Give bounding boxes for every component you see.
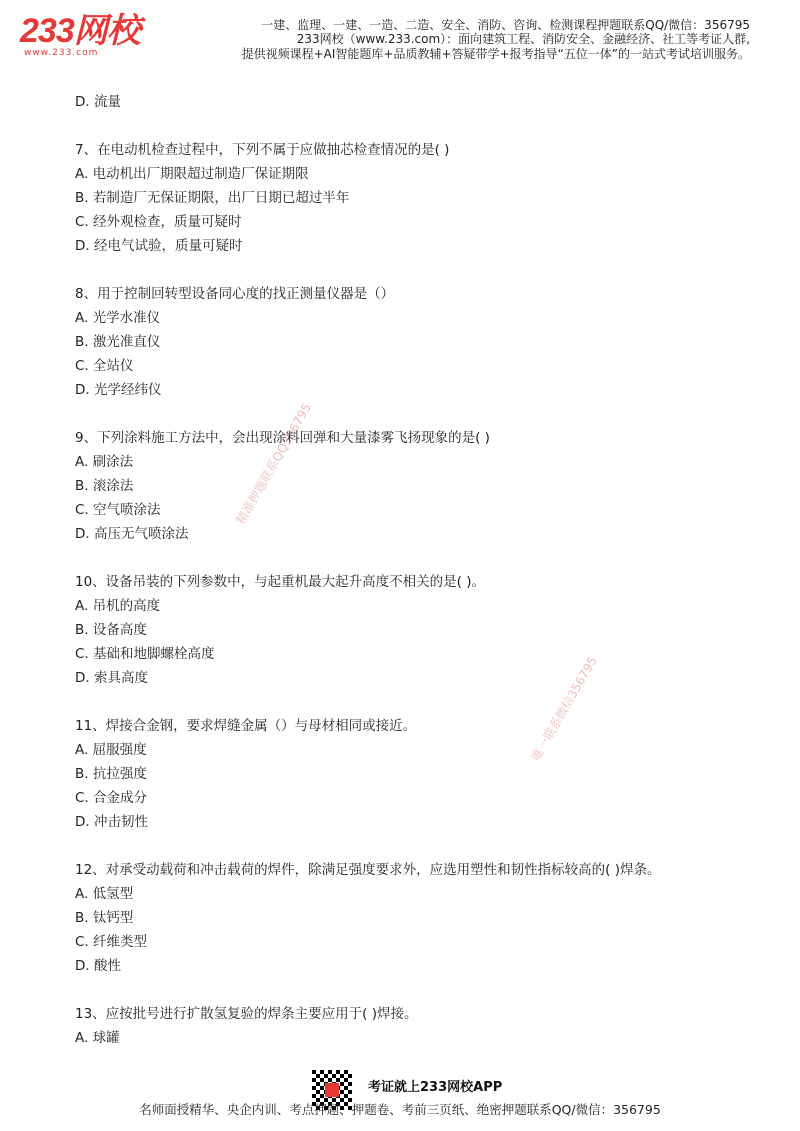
logo-url: www.233.com bbox=[24, 48, 99, 58]
question-stem: 10、设备吊装的下列参数中，与起重机最大起升高度不相关的是( )。 bbox=[75, 574, 486, 590]
question-12 bbox=[75, 858, 735, 978]
qr-logo-icon bbox=[325, 1083, 339, 1097]
option-c: C. 空气喷涂法 bbox=[75, 502, 161, 518]
question-7 bbox=[75, 138, 735, 258]
option-c: C. 经外观检查，质量可疑时 bbox=[75, 214, 242, 230]
option-b: B. 设备高度 bbox=[75, 622, 147, 638]
option-d: D. 流量 bbox=[75, 94, 121, 110]
option-a: A. 光学水准仪 bbox=[75, 310, 161, 326]
question-stem: 9、下列涂料施工方法中，会出现涂料回弹和大量漆雾飞扬现象的是( ) bbox=[75, 430, 490, 446]
option-d: D. 索具高度 bbox=[75, 670, 148, 686]
option-b: B. 滚涂法 bbox=[75, 478, 134, 494]
option-a: A. 低氢型 bbox=[75, 886, 134, 902]
question-stem: 7、在电动机检查过程中，下列不属于应做抽芯检查情况的是( ) bbox=[75, 142, 450, 158]
footer-app-promo: 考证就上233网校APP bbox=[368, 1080, 503, 1095]
page-header bbox=[0, 0, 800, 70]
watermark-wechat: 唯一联系微信356795 bbox=[528, 654, 600, 764]
option-d: D. 冲击韧性 bbox=[75, 814, 148, 830]
question-9 bbox=[75, 426, 735, 546]
option-b: B. 若制造厂无保证期限，出厂日期已超过半年 bbox=[75, 190, 350, 206]
option-d: D. 光学经纬仪 bbox=[75, 382, 162, 398]
option-c: C. 全站仪 bbox=[75, 358, 134, 374]
option-b: B. 抗拉强度 bbox=[75, 766, 147, 782]
header-intro-line: 233网校（www.233.com）：面向建筑工程、消防安全、金融经济、社工等考证人群, bbox=[296, 32, 750, 46]
question-11 bbox=[75, 714, 735, 834]
option-a: A. 电动机出厂期限超过制造厂保证期限 bbox=[75, 166, 309, 182]
option-a: A. 吊机的高度 bbox=[75, 598, 161, 614]
option-c: C. 基础和地脚螺栓高度 bbox=[75, 646, 215, 662]
option-b: B. 钛钙型 bbox=[75, 910, 134, 926]
question-stem: 11、焊接合金钢，要求焊缝金属（）与母材相同或接近。 bbox=[75, 718, 417, 734]
watermark-qq: 精准押题联系QQ356795 bbox=[233, 401, 315, 527]
footer-contact: 名师面授精华、央企内训、考点押题、押题卷、考前三页纸、绝密押题联系QQ/微信：356795 bbox=[139, 1102, 661, 1117]
question-8 bbox=[75, 282, 735, 402]
option-a: A. 刷涂法 bbox=[75, 454, 134, 470]
question-list bbox=[75, 90, 735, 1074]
header-services-line: 提供视频课程+AI智能题库+品质教辅+答疑带学+报考指导“五位一体”的一站式考试培训服务。 bbox=[241, 47, 750, 61]
question-stem: 8、用于控制回转型设备同心度的找正测量仪器是（） bbox=[75, 286, 395, 302]
option-a: A. 球罐 bbox=[75, 1030, 120, 1046]
option-d: D. 经电气试验，质量可疑时 bbox=[75, 238, 243, 254]
page-footer bbox=[0, 1060, 800, 1131]
option-d: D. 高压无气喷涂法 bbox=[75, 526, 189, 542]
question-13 bbox=[75, 1002, 735, 1050]
option-b: B. 激光准直仪 bbox=[75, 334, 161, 350]
logo-233 bbox=[20, 14, 140, 58]
header-contact-line: 一建、监理、一建、一造、二造、安全、消防、咨询、检测课程押题联系QQ/微信：356795 bbox=[261, 18, 750, 32]
option-d: D. 酸性 bbox=[75, 958, 121, 974]
prev-question-tail bbox=[75, 90, 735, 114]
question-10 bbox=[75, 570, 735, 690]
option-c: C. 合金成分 bbox=[75, 790, 148, 806]
question-stem: 13、应按批号进行扩散氢复验的焊条主要应用于( )焊接。 bbox=[75, 1006, 418, 1022]
logo-text: 233网校 bbox=[20, 12, 140, 50]
question-stem: 12、对承受动载荷和冲击载荷的焊件，除满足强度要求外，应选用塑性和韧性指标较高的( )焊条。 bbox=[75, 862, 661, 878]
option-a: A. 屈服强度 bbox=[75, 742, 147, 758]
option-c: C. 纤维类型 bbox=[75, 934, 148, 950]
